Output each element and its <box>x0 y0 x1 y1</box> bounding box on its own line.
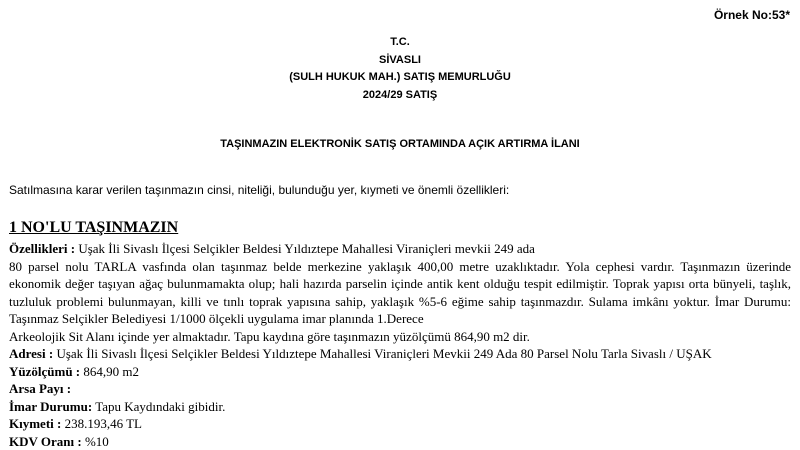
share-row <box>9 380 791 398</box>
features-last-line: Arkeolojik Sit Alanı içinde yer almaktadır. Tapu kaydına göre taşınmazın yüzölçümü 864,90 m2 dir. <box>9 328 530 344</box>
document-header <box>0 34 800 104</box>
property-details <box>9 240 791 450</box>
sample-number: Örnek No:53* <box>713 8 790 22</box>
features-value: Uşak İli Sivaslı İlçesi Selçikler Beldesi Yıldıztepe Mahallesi Viraniçleri mevkii 249 ada <box>75 241 535 256</box>
share-label: Arsa Payı : <box>9 381 72 396</box>
area-value: 864,90 m2 <box>80 363 140 379</box>
features-label: Özellikleri : <box>9 241 76 256</box>
header-tc: T.C. <box>390 36 410 48</box>
vat-value: %10 <box>81 433 109 449</box>
vat-row <box>9 433 791 450</box>
address-value: Uşak İli Sivaslı İlçesi Selçikler Beldesi Yıldıztepe Mahallesi Viraniçleri Mevkii 249 Ada 80 Parsel Nolu Tarla Sivaslı / UŞAK <box>53 346 712 361</box>
zoning-label: İmar Durumu: <box>9 398 93 414</box>
property-title: 1 NO'LU TAŞINMAZIN <box>9 219 179 236</box>
vat-label: KDV Oranı : <box>9 433 82 449</box>
address-row <box>9 345 791 363</box>
value-label: Kıymeti : <box>9 416 62 431</box>
zoning-row <box>9 398 791 416</box>
intro-text: Satılmasına karar verilen taşınmazın cinsi, niteliği, bulunduğu yer, kıymeti ve önemli özellikleri: <box>9 183 510 197</box>
header-district: SİVASLI <box>379 53 421 66</box>
value-row <box>9 415 791 433</box>
features-paragraph: 80 parsel nolu TARLA vasfında olan taşınmaz belde merkezine yaklaşık 400,00 metre uzaklıktadır. Yola cephesi vardır. Taşınmazın üzerinde ekonomik değer taşıyan ağaç bulunmamakta olup; hali hazırda parselin içinde antik kent olduğu tespit edilmiştir. Toprak yapısı orta bünyeli, taşlık, tuzluluk problemi bulunmayan, killi ve tınlı toprak yapısına sahip, yaklaşık %5-6 eğime sahip taşınmazdır. Sulama imkânı yoktur. İmar Durumu: Taşınmaz Selçikler Belediyesi 1/1000 ölçekli uygulama imar planında 1.Derece <box>9 258 791 326</box>
announcement-title: TAŞINMAZIN ELEKTRONİK SATIŞ ORTAMINDA AÇIK ARTIRMA İLANI <box>220 138 580 150</box>
features-row <box>9 240 791 258</box>
value-amount: 238.193,46 TL <box>61 416 142 431</box>
address-label: Adresi : <box>9 346 54 361</box>
area-label: Yüzölçümü : <box>9 363 81 379</box>
zoning-value: Tapu Kaydındaki gibidir. <box>92 398 226 414</box>
header-case-number: 2024/29 SATIŞ <box>362 88 438 101</box>
area-row <box>9 363 791 381</box>
header-office: (SULH HUKUK MAH.) SATIŞ MEMURLUĞU <box>289 71 511 83</box>
